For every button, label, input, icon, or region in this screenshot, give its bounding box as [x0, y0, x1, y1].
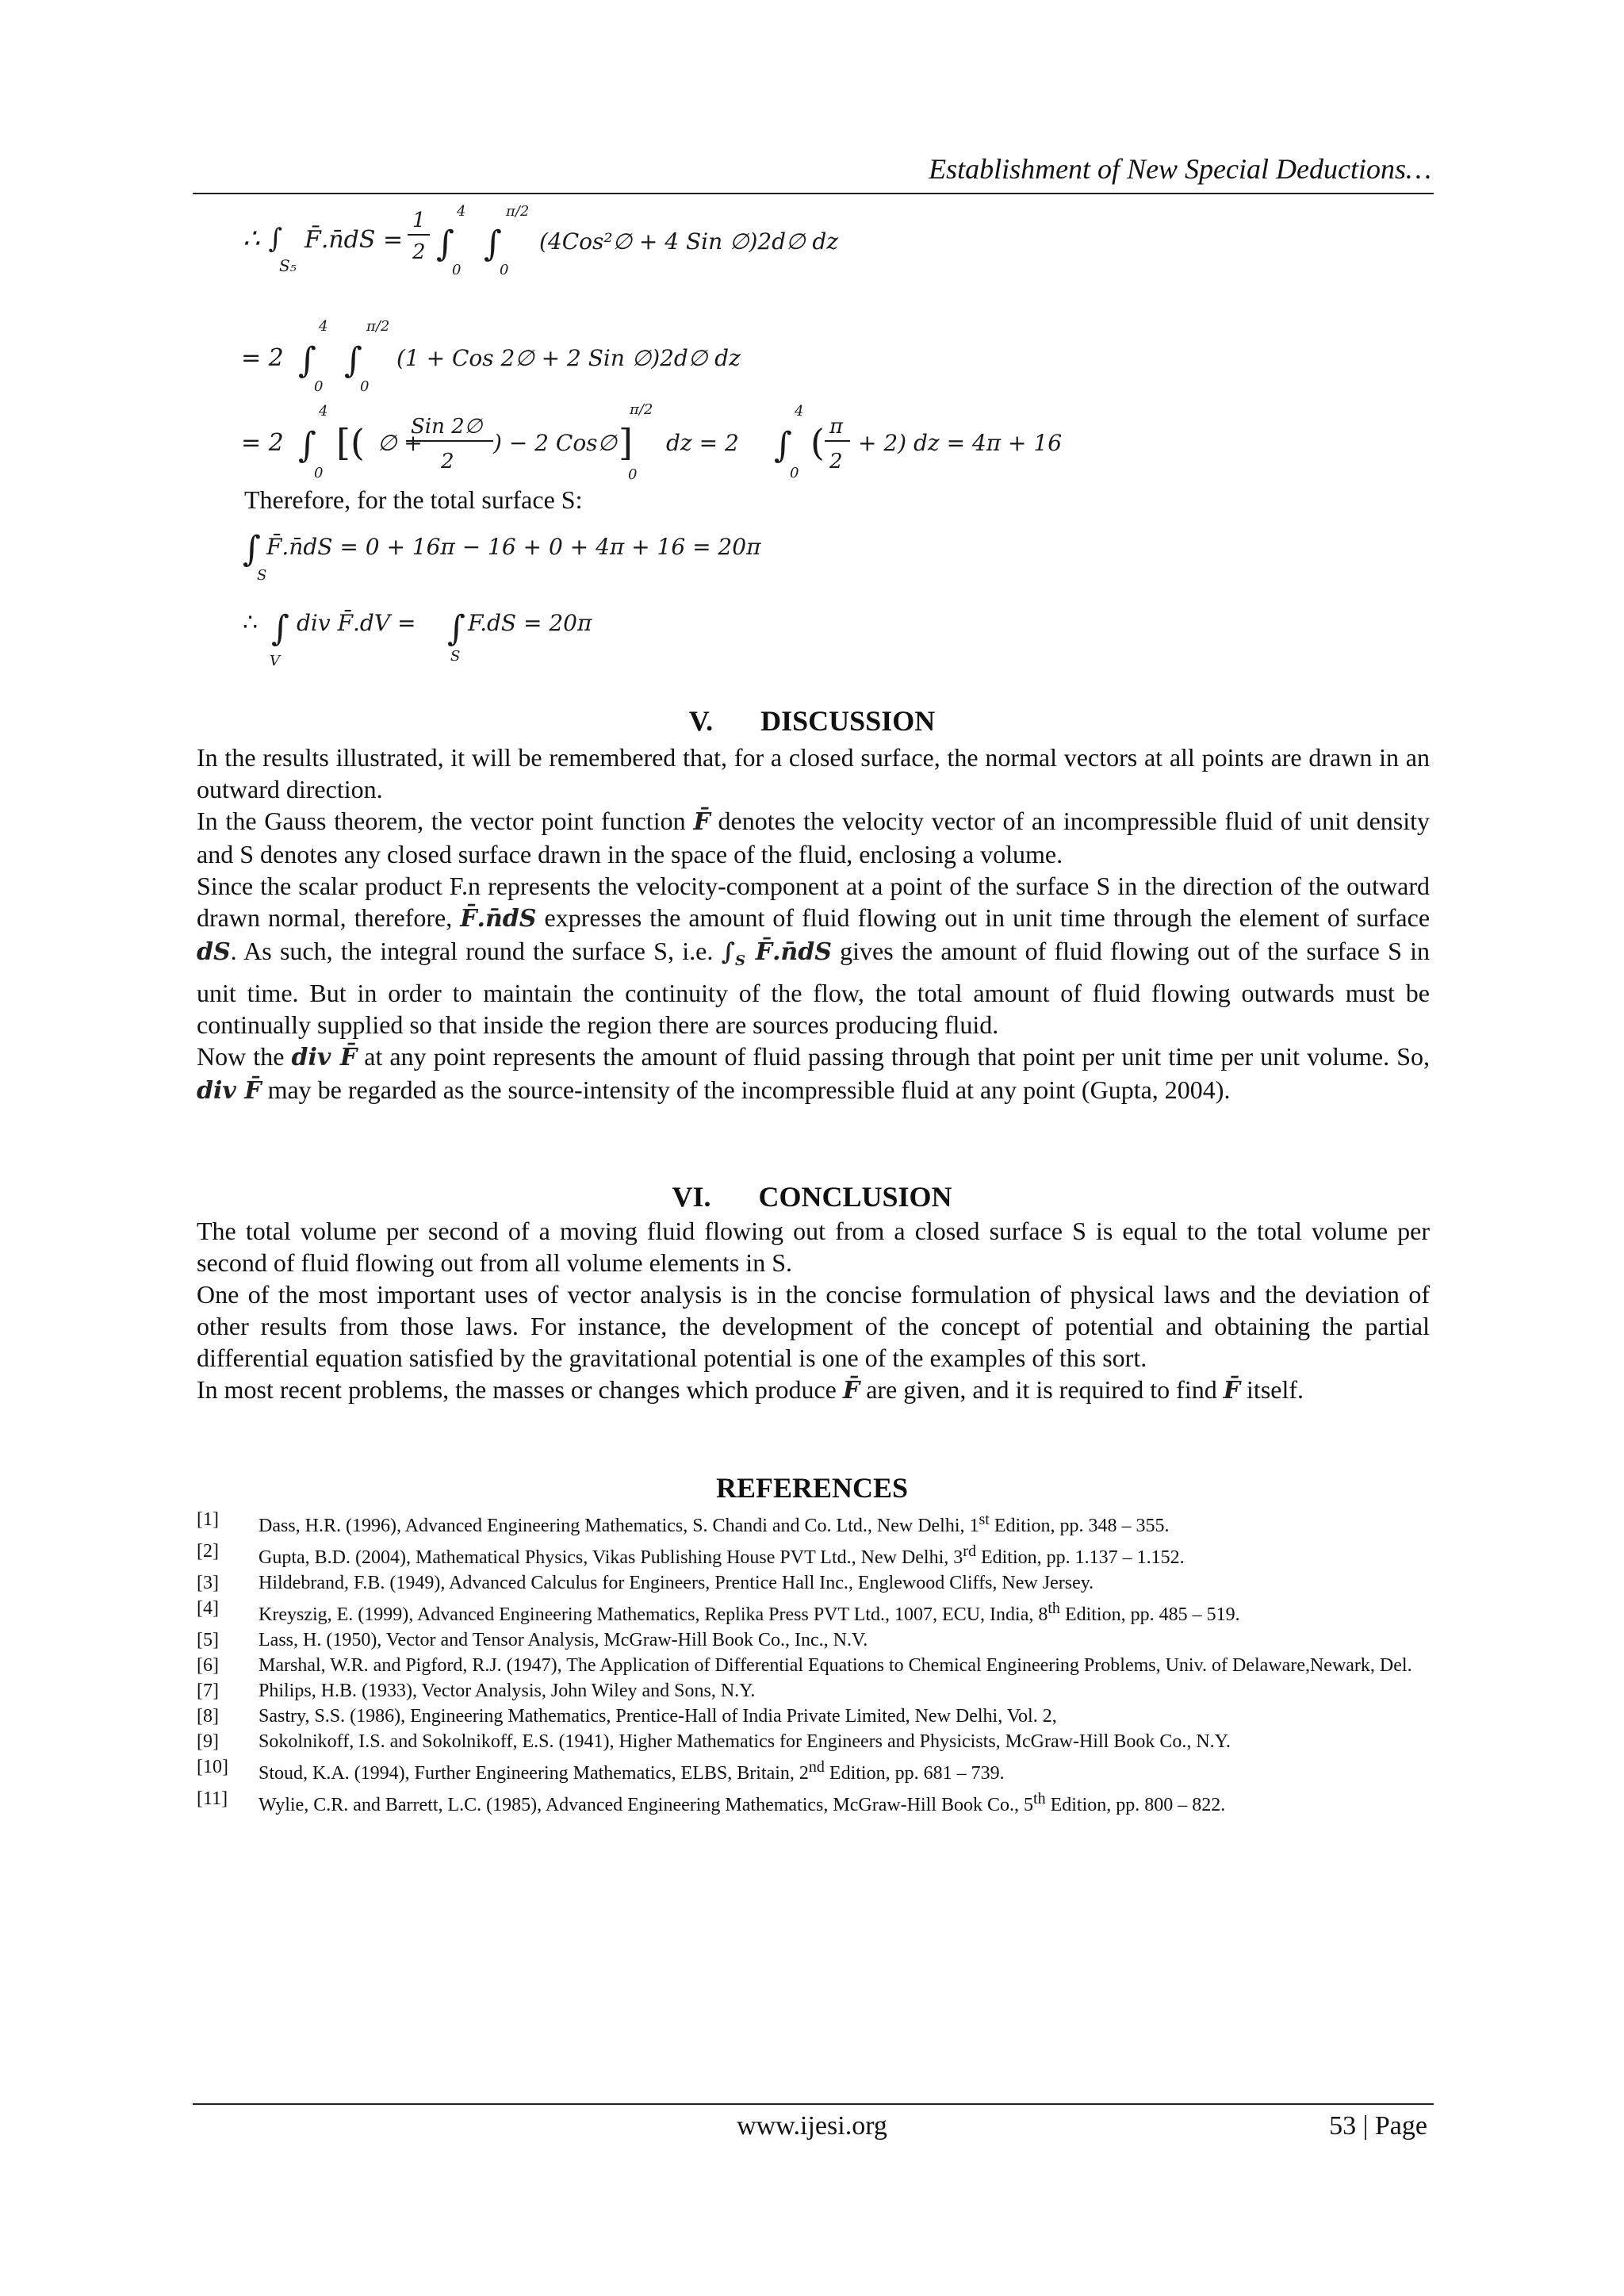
footer-page-number: 53 | Page: [1329, 2111, 1427, 2141]
section-number: V.: [688, 705, 714, 737]
eq1-integral-phi: ∫: [484, 224, 502, 264]
conclusion-paragraph-2: One of the most important uses of vector analysis is in the concise formulation of physical laws and the deviation of other results from those laws. For instance, the development of the concept of potential and obtaining the partial differential equation satisfied by the gravitational potential is one of the examples of this sort.: [197, 1280, 1430, 1372]
svg-text:2: 2: [441, 450, 454, 473]
flux-symbol: F̄.n̄dS: [460, 905, 537, 933]
svg-text:4: 4: [319, 318, 328, 335]
svg-text:) − 2 Cos∅: ) − 2 Cos∅: [493, 430, 617, 456]
section-number: VI.: [672, 1181, 711, 1213]
svg-text:∫: ∫: [298, 340, 316, 381]
svg-text:π/2: π/2: [630, 401, 653, 418]
svg-text:∴: ∴: [243, 609, 259, 637]
conclusion-paragraph-3: In most recent problems, the masses or changes which produce F̄ are given, and it is required to find F̄ itself.: [197, 1375, 1304, 1405]
discussion-paragraph-3: Since the scalar product F.n represents the velocity-component at a point of the surface S in the direction of the outward drawn normal, therefore, F̄.n̄dS expresses the amount of fluid flowing out in unit time through the element of surface dS. As such, the integral round the surface S, i.e. $\int_S$ F̄.n̄dS gives the amount of fluid flowing out of the surface S in unit time. But in order to maintain the continuity of the flow, the total amount of fluid flowing outwards must be continually supplied so that inside the region there are sources producing fluid.: [197, 872, 1431, 1039]
surface-integral-symbol: $\int_S$ F̄.n̄dS: [721, 938, 832, 969]
svg-text:∅ +: ∅ +: [377, 430, 423, 456]
svg-text:π: π: [829, 415, 844, 439]
svg-text:∫: ∫: [298, 425, 316, 466]
vector-f-symbol: F̄: [1223, 1377, 1241, 1405]
equation-total-surface: [238, 519, 872, 583]
svg-text:0: 0: [314, 378, 324, 395]
svg-text:V: V: [270, 653, 280, 669]
svg-text:4: 4: [795, 403, 804, 420]
svg-text:∫: ∫: [774, 425, 792, 466]
reference-item: [2] Gupta, B.D. (2004), Mathematical Physics, Vikas Publishing House PVT Ltd., New Delhi, 3rd Edition, pp. 1.137 – 1.152.: [197, 1541, 1185, 1568]
eq1-half-denominator: 2: [412, 240, 426, 264]
equation-surface-s5: [238, 198, 952, 286]
reference-item: [11] Wylie, C.R. and Barrett, L.C. (1985), Advanced Engineering Mathematics, McGraw-Hill Book Co., 5th Edition, pp. 800 – 822.: [197, 1788, 1226, 1815]
reference-item: [10] Stoud, K.A. (1994), Further Engineering Mathematics, ELBS, Britain, 2nd Edition, pp. 681 – 739.: [197, 1757, 1005, 1784]
svg-text:S: S: [450, 648, 461, 665]
divergence-symbol: div F̄: [197, 1077, 262, 1105]
svg-text:]: ]: [619, 421, 633, 464]
footer-rule: [193, 2103, 1434, 2105]
eq1-rest: (4Cos²∅ + 4 Sin ∅)2d∅ dz: [539, 228, 839, 255]
svg-text:Sin 2∅: Sin 2∅: [411, 415, 483, 439]
reference-item: [3] Hildebrand, F.B. (1949), Advanced Calculus for Engineers, Prentice Hall Inc., Englewood Cliffs, New Jersey.: [197, 1573, 1094, 1593]
discussion-body: [197, 742, 1430, 1107]
section-heading-discussion: [0, 704, 1624, 738]
svg-text:4: 4: [319, 403, 328, 420]
svg-text:(: (: [810, 421, 825, 464]
equation-step-3: [238, 397, 1110, 488]
eq4-body: F̄.n̄dS = 0 + 16π − 16 + 0 + 4π + 16 = 20π: [266, 534, 761, 560]
conclusion-paragraph-1: The total volume per second of a moving fluid flowing out from a closed surface S is equal to the total volume per second of fluid flowing out from all volume elements in S.: [197, 1217, 1430, 1277]
svg-text:∫: ∫: [271, 608, 289, 649]
svg-text:= 2: = 2: [241, 344, 284, 372]
total-surface-line: Therefore, for the total surface S:: [244, 485, 583, 514]
eq1-phi-lower: 0: [500, 262, 509, 278]
eq2-body: (1 + Cos 2∅ + 2 Sin ∅)2d∅ dz: [396, 345, 741, 371]
eq1-z-lower: 0: [452, 262, 462, 278]
reference-item: [1] Dass, H.R. (1996), Advanced Engineering Mathematics, S. Chandi and Co. Ltd., New Delhi, 1st Edition, pp. 348 – 355.: [197, 1509, 1170, 1536]
svg-text:0: 0: [360, 378, 370, 395]
discussion-paragraph-4: Now the div F̄ at any point represents the amount of fluid passing through that point per unit time per unit volume. So, div F̄ may be regarded as the source-intensity of the incompressible fluid at any point (Gupta, 2004).: [197, 1042, 1431, 1105]
header-rule: [193, 193, 1434, 194]
svg-text:2: 2: [829, 450, 843, 473]
eq1-z-upper: 4: [457, 203, 466, 220]
footer-url: www.ijesi.org: [737, 2111, 887, 2141]
section-title: DISCUSSION: [760, 705, 936, 737]
section-heading-conclusion: [0, 1180, 1624, 1213]
svg-text:0: 0: [790, 465, 799, 481]
equation-divergence: [238, 591, 793, 670]
reference-item: [8] Sastry, S.S. (1986), Engineering Mathematics, Prentice-Hall of India Private Limited, New Delhi, Vol. 2,: [197, 1706, 1057, 1727]
svg-text:∫: ∫: [344, 340, 362, 381]
svg-text:F.dS = 20π: F.dS = 20π: [468, 610, 592, 636]
discussion-paragraph-1: In the results illustrated, it will be remembered that, for a closed surface, the normal vectors at all points are drawn in an outward direction.: [197, 743, 1430, 803]
running-title: Establishment of New Special Deductions…: [929, 153, 1431, 185]
vector-f-symbol: F̄: [693, 808, 710, 836]
eq1-integral-z: ∫: [436, 224, 454, 264]
svg-text:∫: ∫: [447, 608, 465, 649]
svg-text:S: S: [257, 567, 267, 583]
divergence-symbol: div F̄: [291, 1044, 358, 1071]
reference-list: [197, 1507, 1434, 1818]
reference-item: [7] Philips, H.B. (1933), Vector Analysis, John Wiley and Sons, N.Y.: [197, 1681, 756, 1701]
reference-item: [4] Kreyszig, E. (1999), Advanced Engineering Mathematics, Replika Press PVT Ltd., 1007, ECU, India, 8th Edition, pp. 485 – 519.: [197, 1598, 1240, 1625]
svg-text:0: 0: [314, 465, 324, 481]
eq1-phi-upper: π/2: [506, 203, 530, 220]
svg-text:0: 0: [628, 466, 638, 483]
svg-text:π/2: π/2: [366, 318, 390, 335]
eq1-subscript: S₅: [279, 256, 297, 275]
reference-item: [5] Lass, H. (1950), Vector and Tensor Analysis, McGraw-Hill Book Co., Inc., N.V.: [197, 1630, 868, 1650]
svg-text:= 2: = 2: [241, 429, 284, 457]
eq1-half-numerator: 1: [412, 209, 426, 232]
svg-text:∫: ∫: [243, 529, 261, 569]
eq1-therefore-integral: ∴ ∫: [243, 223, 283, 255]
conclusion-body: [197, 1215, 1430, 1407]
svg-text:+ 2) dz = 4π + 16: + 2) dz = 4π + 16: [858, 430, 1063, 456]
vector-f-symbol: F̄: [842, 1377, 860, 1405]
section-title: CONCLUSION: [758, 1181, 952, 1213]
equation-step-2: [238, 313, 952, 401]
eq1-integrand: F̄.n̄dS =: [304, 226, 404, 254]
svg-text:dz = 2: dz = 2: [666, 430, 739, 456]
discussion-paragraph-2: In the Gauss theorem, the vector point function F̄ denotes the velocity vector of an incompressible fluid of unit density and S denotes any closed surface drawn in the space of the fluid, enclosing a volume.: [197, 807, 1431, 868]
svg-text:div F̄.dV =: div F̄.dV =: [297, 610, 416, 636]
surface-element-symbol: dS: [197, 938, 231, 966]
reference-item: [6] Marshal, W.R. and Pigford, R.J. (1947), The Application of Differential Equations to Chemical Engineering Problems, Univ. of Delaware,Newark, Del.: [197, 1655, 1412, 1676]
svg-text:[(: [(: [336, 421, 365, 464]
section-heading-references: REFERENCES: [715, 1472, 909, 1504]
reference-item: [9] Sokolnikoff, I.S. and Sokolnikoff, E.S. (1941), Higher Mathematics for Engineers and Physicists, McGraw-Hill Book Co., N.Y.: [197, 1731, 1231, 1752]
